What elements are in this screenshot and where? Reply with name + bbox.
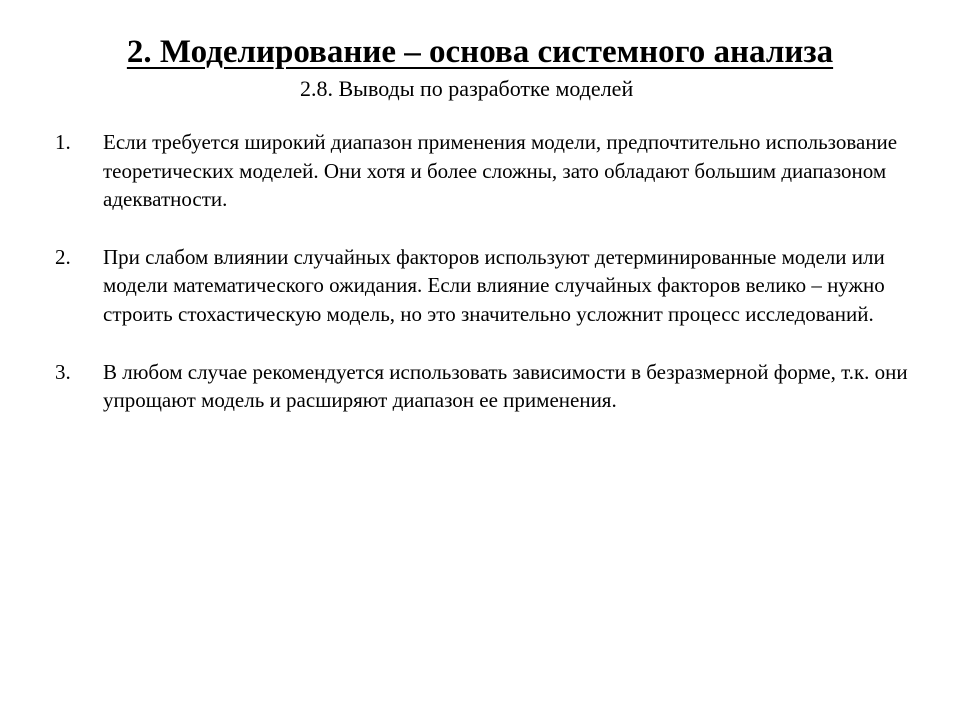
list-item-text: Если требуется широкий диапазон применения модели, предпочтительно использование теоретических моделей. Они хотя и более сложны, зато обладают большим диапазоном адекватности. <box>103 130 898 212</box>
conclusions-list <box>55 128 925 444</box>
list-item-text: В любом случае рекомендуется использовать зависимости в безразмерной форме, т.к. они упрощают модель и расширяют диапазон ее применения. <box>103 359 908 413</box>
list-item-number: 1. <box>55 130 71 154</box>
list-item-number: 3. <box>55 359 71 384</box>
list-item <box>55 358 925 415</box>
list-item <box>55 128 925 214</box>
slide-subtitle: 2.8. Выводы по разработке моделей <box>300 76 634 101</box>
list-item <box>55 243 925 329</box>
list-item-text: При слабом влиянии случайных факторов используют детерминированные модели или модели математического ожидания. Если влияние случайных факторов велико – нужно строить стохастическую модель, но это значительно усложнит процесс исследований. <box>103 244 885 326</box>
slide-title: 2. Моделирование – основа системного анализа <box>126 34 834 70</box>
list-item-number: 2. <box>55 244 71 269</box>
